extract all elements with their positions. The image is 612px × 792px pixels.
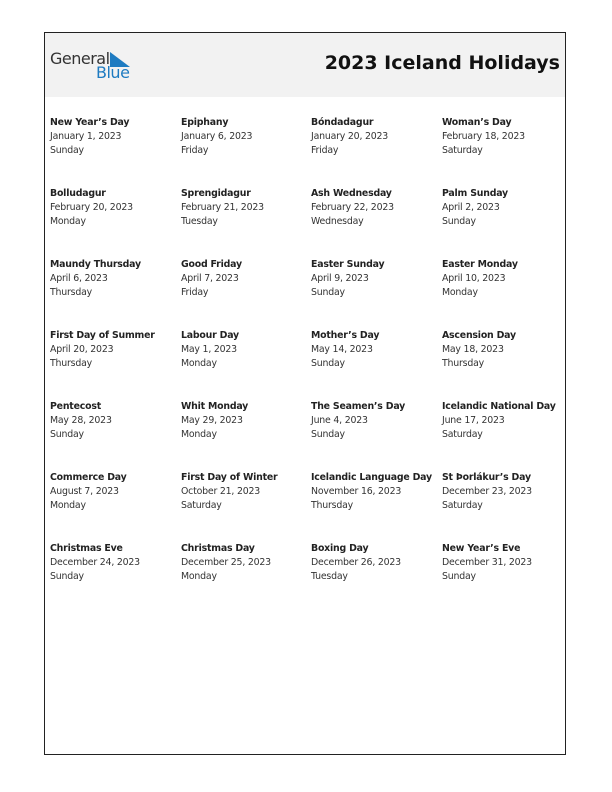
holiday-name: Epiphany [181,117,229,128]
holiday-name: Commerce Day [50,472,127,483]
holiday-weekday: Saturday [181,500,222,511]
logo-text-general: General [50,49,110,68]
holiday-date: December 25, 2023 [181,557,271,568]
holiday-weekday: Saturday [442,429,483,440]
holiday-name: Easter Sunday [311,259,385,270]
holiday-item [50,329,178,371]
holiday-item [50,116,178,158]
holiday-name: New Year’s Eve [442,543,521,554]
logo-text-blue: Blue [96,63,130,82]
holiday-item [442,542,570,584]
holiday-date: February 22, 2023 [311,202,394,213]
holiday-item [442,400,570,442]
holiday-name: First Day of Winter [181,472,278,483]
holiday-name: St Þorlákur’s Day [442,472,531,483]
holiday-item [181,187,309,229]
holiday-item [311,258,439,300]
holiday-weekday: Friday [181,145,209,156]
holiday-weekday: Saturday [442,500,483,511]
holiday-name: Palm Sunday [442,188,508,199]
holiday-weekday: Tuesday [181,216,218,227]
holiday-date: October 21, 2023 [181,486,261,497]
holiday-name: Ash Wednesday [311,188,392,199]
holiday-date: February 20, 2023 [50,202,133,213]
header-band [45,33,565,97]
holiday-date: December 24, 2023 [50,557,140,568]
holiday-item [50,542,178,584]
holiday-name: Christmas Day [181,543,255,554]
holiday-date: April 2, 2023 [442,202,500,213]
holiday-weekday: Thursday [50,287,92,298]
holiday-date: May 1, 2023 [181,344,237,355]
holiday-name: First Day of Summer [50,330,155,341]
holiday-item [442,471,570,513]
holiday-name: Bolludagur [50,188,106,199]
holiday-weekday: Sunday [442,216,476,227]
holiday-weekday: Sunday [311,358,345,369]
holiday-item [181,329,309,371]
holiday-date: April 10, 2023 [442,273,506,284]
holiday-name: Maundy Thursday [50,259,141,270]
holiday-date: May 29, 2023 [181,415,243,426]
holiday-date: January 1, 2023 [50,131,122,142]
holiday-name: Icelandic National Day [442,401,556,412]
holiday-date: April 6, 2023 [50,273,108,284]
holiday-weekday: Monday [181,571,217,582]
holiday-item [181,542,309,584]
holiday-date: November 16, 2023 [311,486,402,497]
page-frame [44,32,566,755]
holiday-item [311,542,439,584]
holiday-weekday: Tuesday [311,571,348,582]
holiday-date: April 9, 2023 [311,273,369,284]
holiday-date: May 18, 2023 [442,344,504,355]
holiday-name: Christmas Eve [50,543,123,554]
holiday-name: Mother’s Day [311,330,380,341]
holiday-date: December 31, 2023 [442,557,532,568]
holiday-item [311,187,439,229]
holiday-name: Good Friday [181,259,242,270]
holiday-item [442,116,570,158]
holiday-name: Sprengidagur [181,188,251,199]
holiday-item [442,329,570,371]
holiday-date: May 14, 2023 [311,344,373,355]
holiday-date: May 28, 2023 [50,415,112,426]
holiday-weekday: Sunday [50,571,84,582]
holiday-item [442,187,570,229]
holiday-item [181,400,309,442]
holiday-name: Labour Day [181,330,239,341]
holiday-weekday: Monday [181,358,217,369]
holiday-name: Boxing Day [311,543,369,554]
holiday-item [442,258,570,300]
holiday-item [311,471,439,513]
holiday-item [50,258,178,300]
holiday-item [181,116,309,158]
holiday-date: February 18, 2023 [442,131,525,142]
holiday-name: Bóndadagur [311,117,374,128]
holiday-date: August 7, 2023 [50,486,119,497]
holiday-weekday: Sunday [442,571,476,582]
holiday-item [311,400,439,442]
holiday-date: January 20, 2023 [311,131,389,142]
holiday-weekday: Monday [50,216,86,227]
holiday-item [311,116,439,158]
holiday-weekday: Thursday [442,358,484,369]
holiday-weekday: Thursday [311,500,353,511]
holiday-date: April 20, 2023 [50,344,114,355]
holiday-weekday: Sunday [50,429,84,440]
holiday-weekday: Monday [442,287,478,298]
holiday-date: February 21, 2023 [181,202,264,213]
holiday-name: Ascension Day [442,330,516,341]
holiday-weekday: Friday [311,145,339,156]
holiday-name: New Year’s Day [50,117,130,128]
holiday-weekday: Monday [50,500,86,511]
holiday-weekday: Sunday [311,287,345,298]
holiday-date: April 7, 2023 [181,273,239,284]
holiday-date: June 17, 2023 [442,415,505,426]
holiday-item [181,258,309,300]
holiday-date: January 6, 2023 [181,131,253,142]
holiday-name: Pentecost [50,401,102,412]
generalblue-logo [50,49,140,83]
holiday-weekday: Sunday [50,145,84,156]
holiday-item [50,400,178,442]
holiday-date: December 26, 2023 [311,557,401,568]
holiday-date: June 4, 2023 [311,415,368,426]
holiday-item [181,471,309,513]
holiday-weekday: Sunday [311,429,345,440]
holiday-weekday: Saturday [442,145,483,156]
holiday-item [311,329,439,371]
page-title: 2023 Iceland Holidays [324,52,560,74]
holiday-name: Whit Monday [181,401,249,412]
holiday-weekday: Friday [181,287,209,298]
holiday-weekday: Monday [181,429,217,440]
holiday-name: The Seamen’s Day [311,401,406,412]
holiday-item [50,471,178,513]
holiday-weekday: Wednesday [311,216,364,227]
holiday-weekday: Thursday [50,358,92,369]
holiday-name: Icelandic Language Day [311,472,432,483]
holiday-date: December 23, 2023 [442,486,532,497]
holiday-name: Easter Monday [442,259,518,270]
holiday-name: Woman’s Day [442,117,512,128]
holiday-item [50,187,178,229]
